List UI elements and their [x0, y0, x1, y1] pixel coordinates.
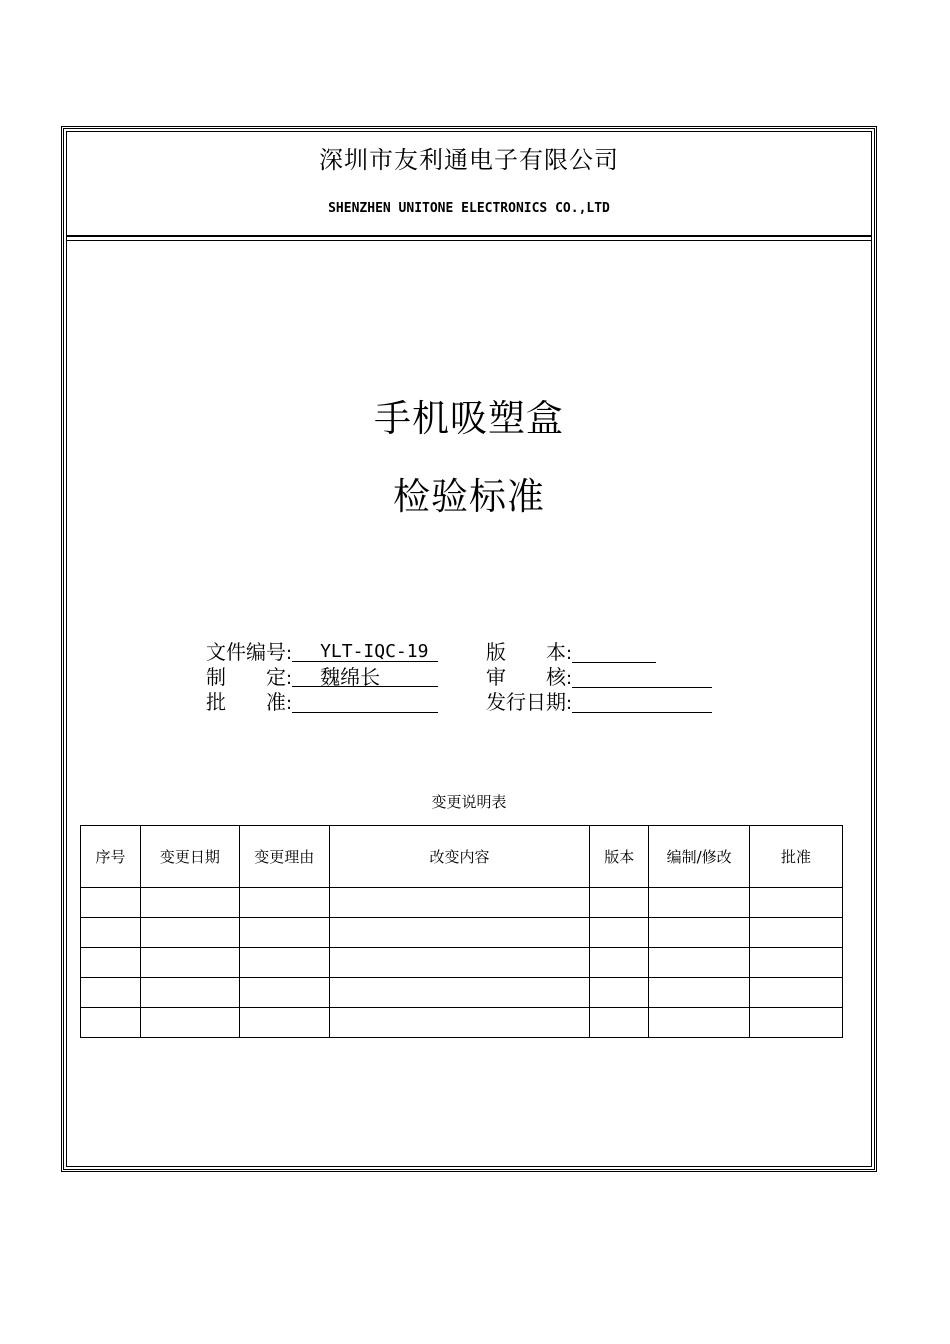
- column-header-change-reason: 变更理由: [239, 826, 329, 888]
- table-cell: [590, 1008, 649, 1038]
- table-cell: [140, 948, 239, 978]
- table-cell: [81, 978, 141, 1008]
- table-cell: [649, 888, 750, 918]
- version-row: [486, 640, 656, 666]
- reviewed-row: [486, 665, 712, 691]
- table-cell: [649, 948, 750, 978]
- table-row: [81, 978, 843, 1008]
- column-header-seq: 序号: [81, 826, 141, 888]
- colon: :: [286, 693, 293, 714]
- table-cell: [329, 978, 590, 1008]
- issue-date-row: [486, 690, 712, 716]
- document-subtitle: 检验标准: [393, 475, 545, 518]
- document-title: 手机吸塑盒: [374, 397, 564, 440]
- table-cell: [329, 948, 590, 978]
- table-cell: [140, 1008, 239, 1038]
- prepared-row: [206, 665, 438, 691]
- table-cell: [140, 918, 239, 948]
- table-cell: [140, 888, 239, 918]
- table-cell: [140, 978, 239, 1008]
- column-header-change-date: 变更日期: [140, 826, 239, 888]
- table-cell: [649, 1008, 750, 1038]
- table-cell: [329, 918, 590, 948]
- column-header-editor: 编制/修改: [649, 826, 750, 888]
- reviewed-label: 审 核: [486, 665, 566, 689]
- table-row: [81, 888, 843, 918]
- version-label: 版 本: [486, 640, 566, 664]
- company-name-en: SHENZHEN UNITONE ELECTRONICS CO.,LTD: [328, 201, 610, 216]
- colon: :: [566, 643, 573, 664]
- table-row: [81, 918, 843, 948]
- table-cell: [590, 948, 649, 978]
- table-cell: [81, 1008, 141, 1038]
- table-cell: [750, 888, 843, 918]
- issue-date-value: [572, 690, 712, 713]
- table-cell: [590, 918, 649, 948]
- table-cell: [81, 888, 141, 918]
- table-cell: [81, 918, 141, 948]
- table-cell: [649, 978, 750, 1008]
- approved-label: 批 准: [206, 690, 286, 714]
- issue-date-label: 发行日期: [486, 690, 566, 714]
- header-divider: [66, 235, 872, 237]
- column-header-change-content: 改变内容: [329, 826, 590, 888]
- doc-number-row: [206, 640, 438, 666]
- table-cell: [329, 1008, 590, 1038]
- table-cell: [590, 978, 649, 1008]
- table-header-row: [81, 826, 843, 888]
- change-table-caption: 变更说明表: [431, 793, 507, 811]
- table-cell: [590, 888, 649, 918]
- column-header-version: 版本: [590, 826, 649, 888]
- table-cell: [649, 918, 750, 948]
- table-cell: [750, 918, 843, 948]
- table-cell: [239, 978, 329, 1008]
- doc-number-label: 文件编号: [206, 640, 286, 664]
- table-cell: [239, 1008, 329, 1038]
- table-cell: [239, 888, 329, 918]
- colon: :: [566, 693, 573, 714]
- table-cell: [750, 948, 843, 978]
- table-cell: [239, 948, 329, 978]
- column-header-approval: 批准: [750, 826, 843, 888]
- header-divider-thin: [66, 240, 872, 241]
- version-value: [572, 640, 656, 663]
- table-row: [81, 1008, 843, 1038]
- colon: :: [286, 668, 293, 689]
- table-cell: [329, 888, 590, 918]
- table-cell: [239, 918, 329, 948]
- table-cell: [750, 1008, 843, 1038]
- doc-number-value: YLT-IQC-19: [292, 640, 438, 662]
- reviewed-value: [572, 665, 712, 688]
- colon: :: [286, 643, 293, 664]
- table-row: [81, 948, 843, 978]
- table-cell: [750, 978, 843, 1008]
- approved-row: [206, 690, 438, 716]
- change-table: [80, 825, 843, 1038]
- table-cell: [81, 948, 141, 978]
- approved-value: [292, 690, 438, 713]
- company-name-cn: 深圳市友利通电子有限公司: [319, 146, 619, 174]
- colon: :: [566, 668, 573, 689]
- prepared-label: 制 定: [206, 665, 286, 689]
- prepared-value: 魏绵长: [292, 665, 438, 687]
